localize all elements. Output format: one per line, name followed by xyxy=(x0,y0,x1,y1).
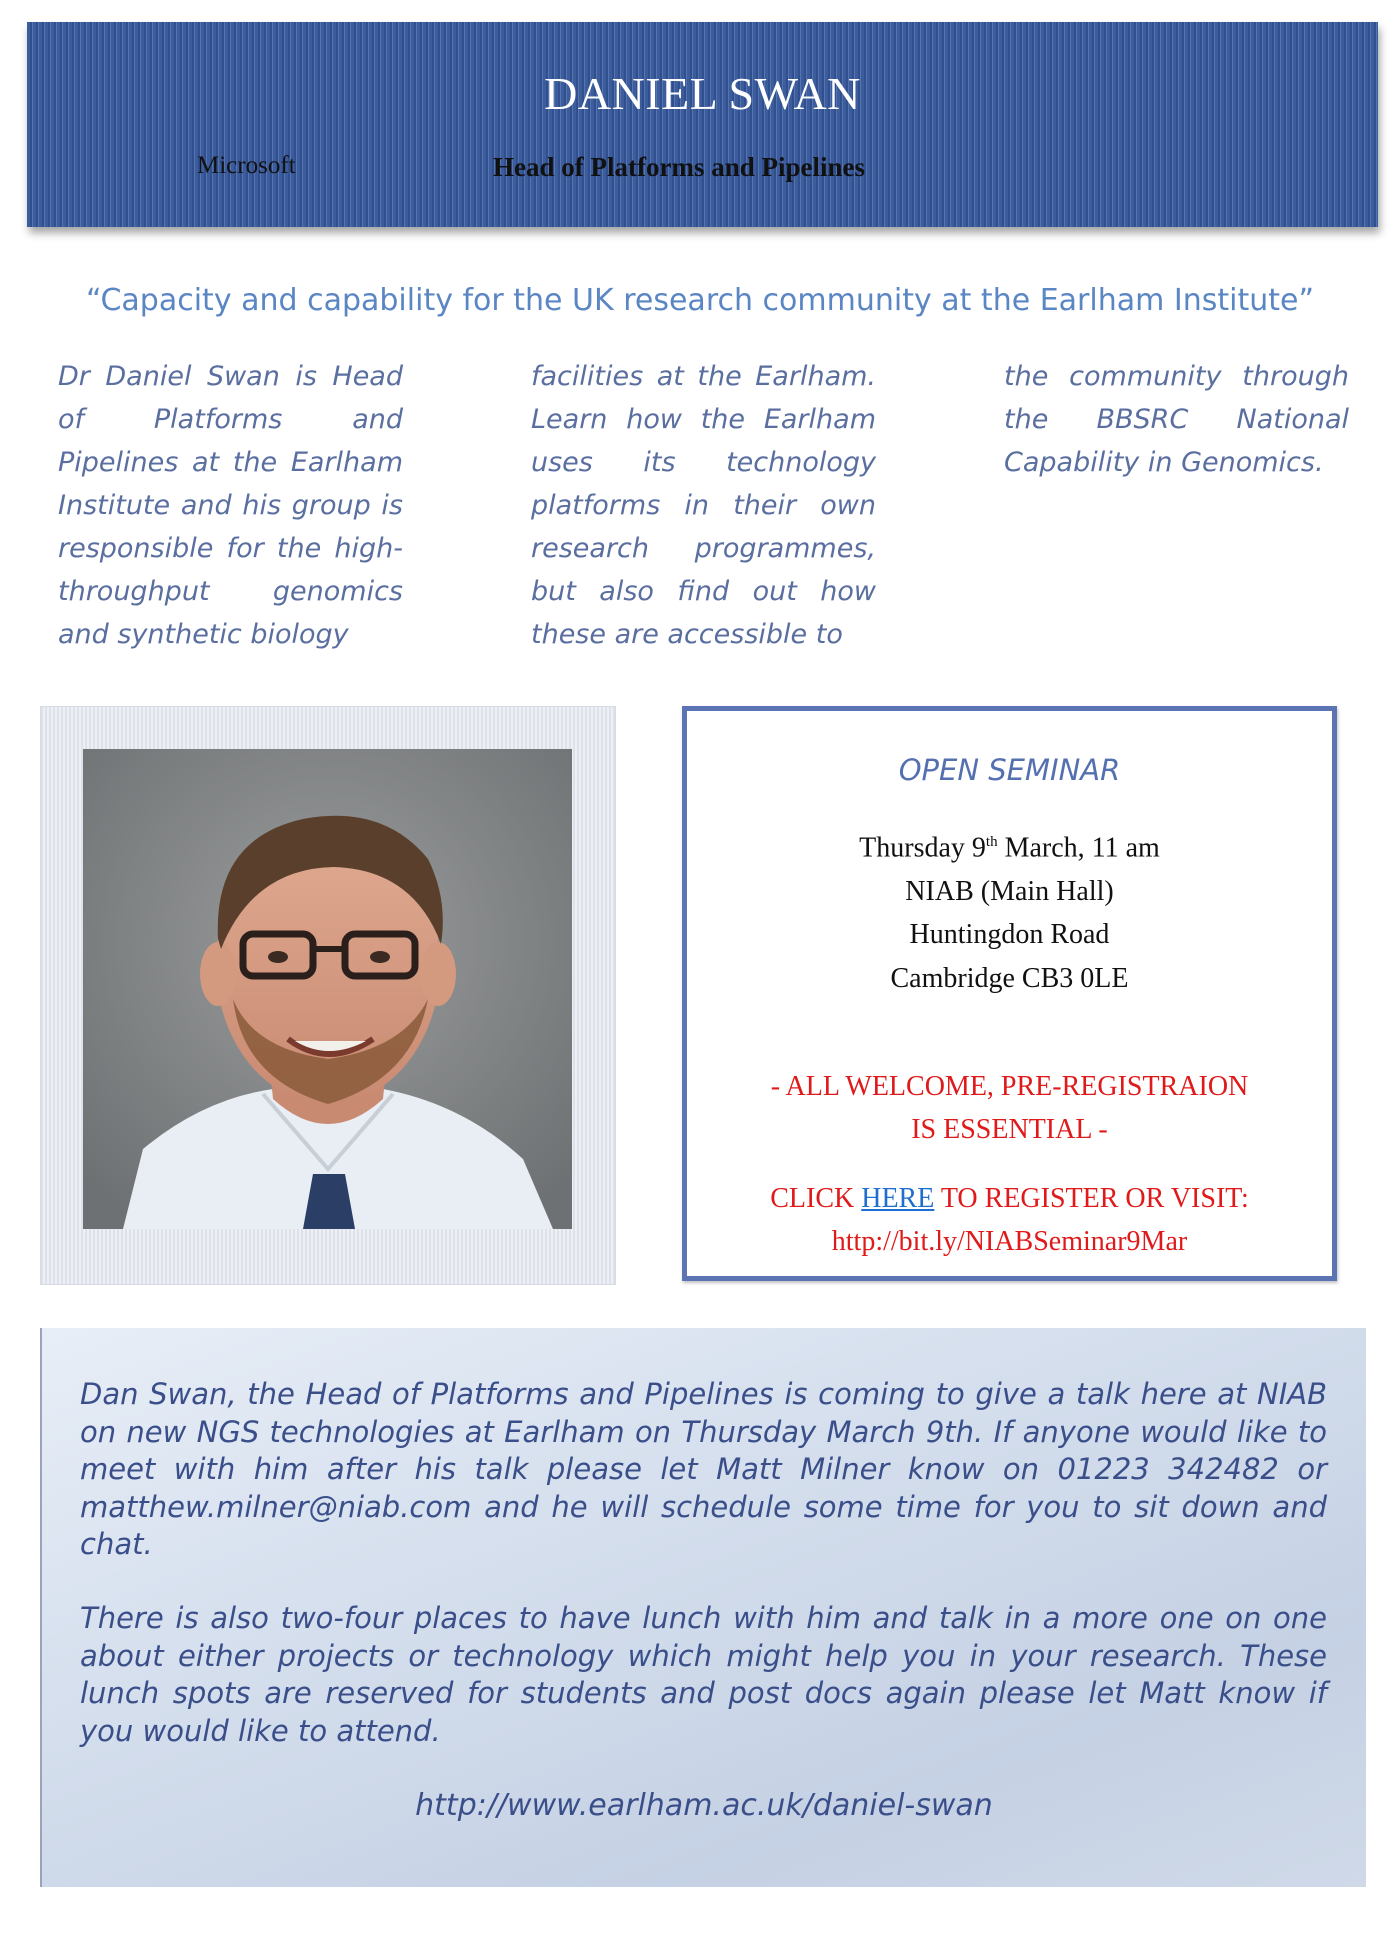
seminar-date-day: Thursday 9 xyxy=(859,832,986,864)
intro-column-1: Dr Daniel Swan is Head of Platforms and Pipelines at the Earlham Institute and his group is responsible for the high-throughput genomics and synthetic biology xyxy=(58,361,403,650)
register-suffix: TO REGISTER OR VISIT: xyxy=(934,1183,1249,1214)
seminar-road: Huntingdon Road xyxy=(909,919,1110,951)
seminar-details xyxy=(687,821,1332,1000)
register-prefix: CLICK xyxy=(770,1183,862,1214)
speaker-name: DANIEL SWAN xyxy=(544,68,861,119)
seminar-info-box xyxy=(682,706,1337,1281)
lunch-paragraph: There is also two-four places to have lunch with him and talk in a more one on one about either projects or technology which might help you in your research. These lunch spots are reserved for students and post docs again please let Matt know if you would like to attend. xyxy=(80,1601,1327,1748)
speaker-photo xyxy=(83,749,572,1229)
seminar-city: Cambridge CB3 0LE xyxy=(890,962,1129,994)
seminar-short-url[interactable]: http://bit.ly/NIABSeminar9Mar xyxy=(831,1226,1188,1257)
talk-title-quote: “Capacity and capability for the UK research community at the Earlham Institute” xyxy=(86,283,1314,318)
register-here-link[interactable]: HERE xyxy=(861,1183,935,1214)
registration-notice-line-1: - ALL WELCOME, PRE-REGISTRAION xyxy=(770,1071,1249,1102)
speaker-role: Head of Platforms and Pipelines xyxy=(493,152,865,182)
seminar-venue: NIAB (Main Hall) xyxy=(905,875,1114,907)
details-panel xyxy=(40,1328,1366,1887)
intro-column-2: facilities at the Earlham. Learn how the Earlham uses its technology platforms in their own research programmes, but also find out how these are accessible to xyxy=(531,361,876,650)
register-callout xyxy=(687,1177,1332,1263)
registration-notice xyxy=(687,1065,1332,1151)
register-line xyxy=(687,1177,1332,1220)
seminar-date-month-time: March, 11 am xyxy=(997,832,1160,864)
speaker-org: Microsoft xyxy=(197,152,296,179)
seminar-date xyxy=(687,821,1332,870)
seminar-date-ordinal: th xyxy=(985,834,998,850)
seminar-heading: OPEN SEMINAR xyxy=(898,753,1121,787)
meeting-paragraph: Dan Swan, the Head of Platforms and Pipelines is coming to give a talk here at NIAB on new NGS technologies at Earlham on Thursday March 9th. If anyone would like to meet with him after his talk please let Matt Milner know on 01223 342482 or matthew.milner@niab.com and he will schedule some time for you to sit down and chat. xyxy=(80,1377,1327,1561)
photo-frame xyxy=(40,706,616,1285)
registration-notice-line-2: IS ESSENTIAL - xyxy=(911,1114,1108,1145)
speaker-profile-url[interactable]: http://www.earlham.ac.uk/daniel-swan xyxy=(415,1788,993,1823)
header-banner xyxy=(27,22,1378,227)
intro-column-3: the community through the BBSRC National Capability in Genomics. xyxy=(1004,361,1349,478)
